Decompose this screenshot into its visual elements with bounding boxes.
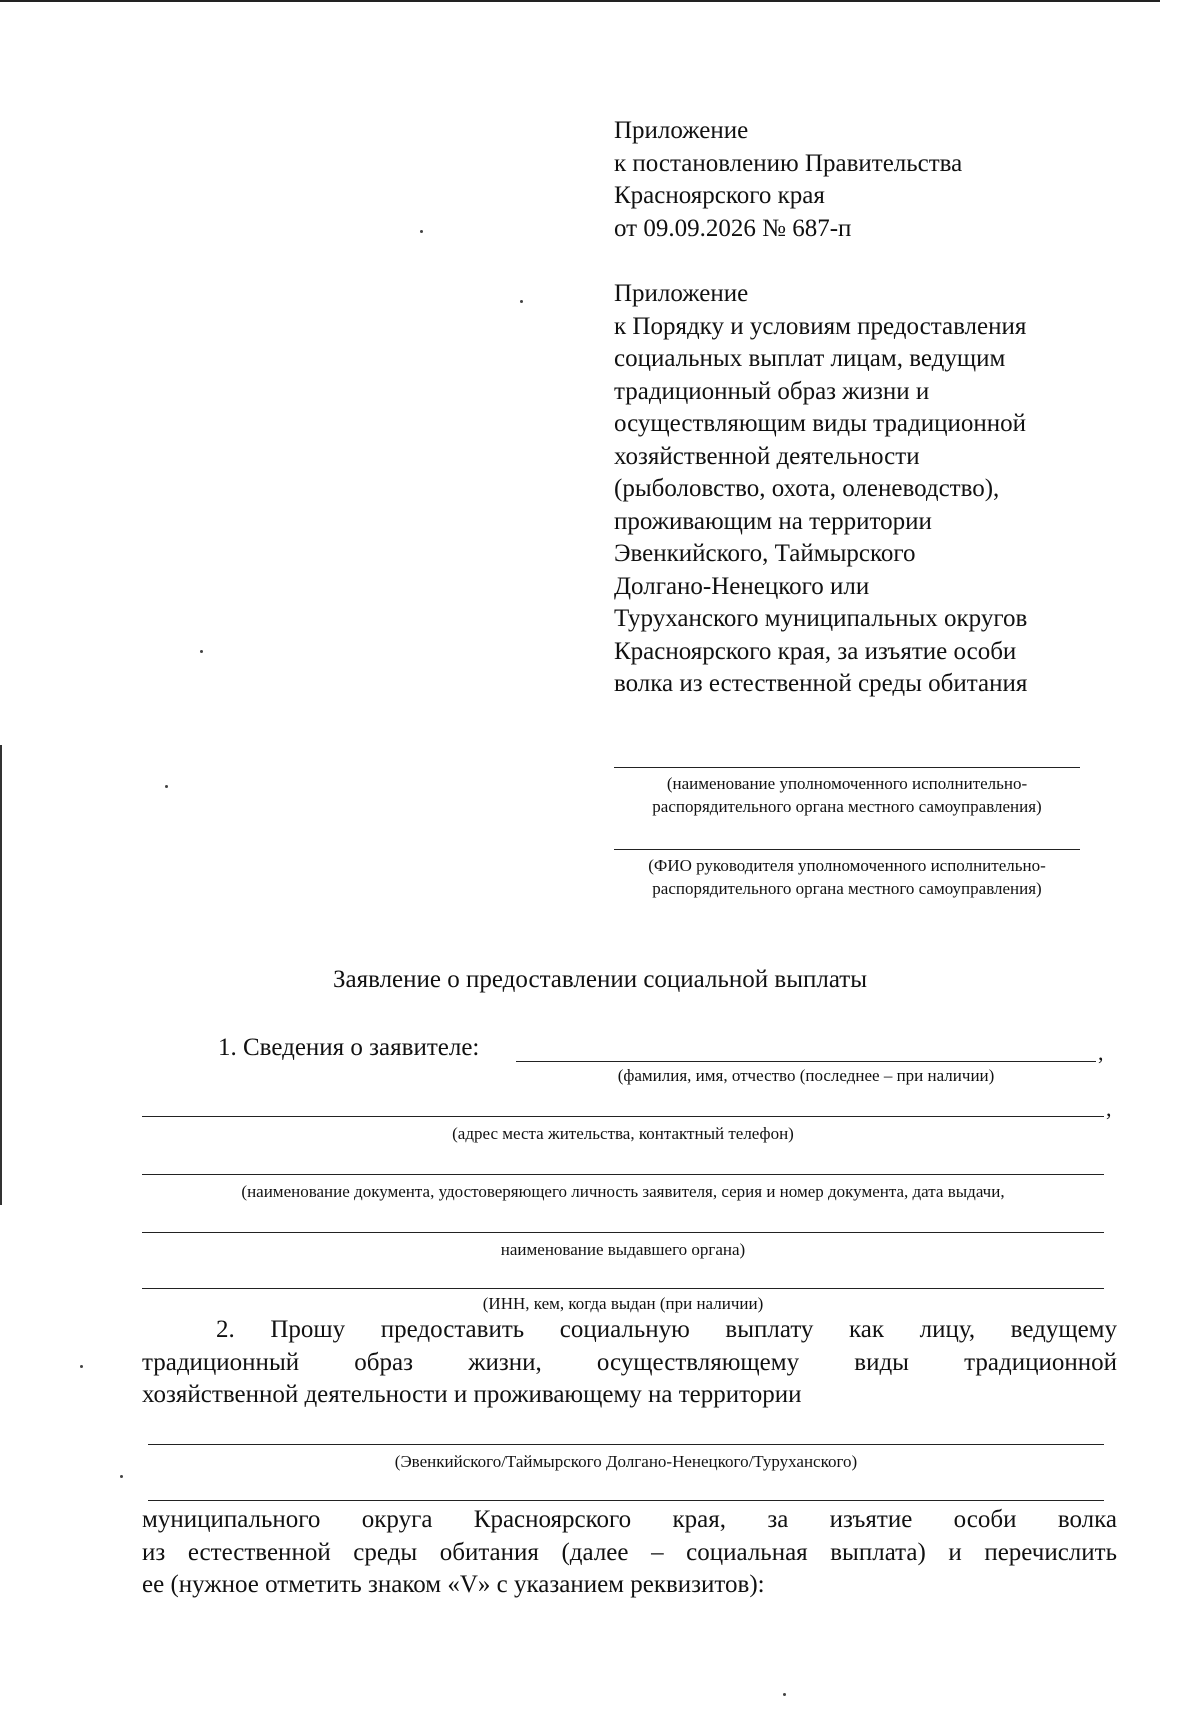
- caption-line: (ФИО руководителя уполномоченного исполнительно-: [648, 856, 1046, 875]
- scan-top-border: [0, 0, 1160, 2]
- address-caption: (адрес места жительства, контактный телефон): [452, 1124, 794, 1143]
- continuation-line: из естественной среды обитания (далее – социальная выплата) и перечислить: [142, 1538, 1117, 1566]
- issuer-field-line[interactable]: [142, 1232, 1104, 1233]
- appendix-line: социальных выплат лицам, ведущим: [614, 345, 1006, 372]
- territory-field-line-2[interactable]: [148, 1500, 1104, 1501]
- inn-field-line[interactable]: [142, 1288, 1104, 1289]
- appendix-line: Красноярского края, за изъятие особи: [614, 637, 1017, 665]
- comma: ,: [1106, 1096, 1112, 1121]
- request-paragraph: [142, 1314, 1117, 1412]
- appendix-line: Приложение: [614, 117, 749, 144]
- appendix-line: к Порядку и условиям предоставления: [614, 312, 1027, 340]
- request-line: хозяйственной деятельности и проживающему на территории: [142, 1381, 802, 1408]
- appendix-header-procedure: [614, 278, 1027, 701]
- scan-speck: [80, 1365, 83, 1368]
- appendix-line: Красноярского края: [614, 182, 825, 209]
- appendix-line: к постановлению Правительства: [614, 149, 963, 177]
- head-name-field-line[interactable]: [614, 849, 1080, 850]
- address-field-line[interactable]: [142, 1116, 1104, 1117]
- appendix-line: хозяйственной деятельности: [614, 442, 920, 470]
- appendix-line: Приложение: [614, 280, 749, 307]
- head-name-caption: [614, 854, 1080, 900]
- continuation-line: ее (нужное отметить знаком «V» с указанием реквизитов):: [142, 1571, 765, 1598]
- inn-caption: (ИНН, кем, когда выдан (при наличии): [482, 1294, 764, 1313]
- scan-speck: [200, 650, 203, 653]
- applicant-fio-field-line[interactable]: [516, 1061, 1096, 1062]
- appendix-line: Туруханского муниципальных округов: [614, 605, 1028, 632]
- scan-speck: [520, 300, 523, 303]
- caption-line: распорядительного органа местного самоуправления): [652, 879, 1042, 898]
- territory-caption: (Эвенкийского/Таймырского Долгано-Ненецкого/Туруханского): [394, 1452, 858, 1471]
- scan-speck: [120, 1475, 123, 1478]
- appendix-header-decree: [614, 115, 962, 245]
- appendix-line: от 09.09.2026 № 687-п: [614, 214, 852, 242]
- identity-document-field-line[interactable]: [142, 1174, 1104, 1175]
- identity-document-caption: (наименование документа, удостоверяющего личность заявителя, серия и номер документа, дата выдачи,: [241, 1182, 1005, 1201]
- appendix-line: осуществляющим виды традиционной: [614, 410, 1026, 437]
- continuation-line: муниципального округа Красноярского края, за изъятие особи волка: [142, 1506, 1117, 1533]
- applicant-info-label: 1. Сведения о заявителе:: [218, 1034, 480, 1061]
- caption-line: распорядительного органа местного самоуправления): [652, 797, 1042, 816]
- appendix-line: Долгано-Ненецкого или: [614, 572, 870, 600]
- scan-speck: [783, 1693, 786, 1696]
- organ-name-field-line[interactable]: [614, 767, 1080, 768]
- request-line: 2. Прошу предоставить социальную выплату как лицу, ведущему: [216, 1316, 1117, 1343]
- appendix-line: Эвенкийского, Таймырского: [614, 540, 916, 567]
- appendix-line: волка из естественной среды обитания: [614, 670, 1028, 697]
- organ-name-caption: [614, 772, 1080, 818]
- comma: ,: [1098, 1040, 1104, 1065]
- appendix-line: (рыболовство, охота, оленеводство),: [614, 475, 1000, 502]
- fio-caption: (фамилия, имя, отчество (последнее – при наличии): [617, 1066, 995, 1085]
- territory-field-line[interactable]: [148, 1444, 1104, 1445]
- appendix-line: проживающим на территории: [614, 507, 932, 535]
- continuation-paragraph: [142, 1504, 1117, 1602]
- document-title: Заявление о предоставлении социальной выплаты: [332, 966, 868, 993]
- request-line: традиционный образ жизни, осуществляющему виды традиционной: [142, 1348, 1117, 1376]
- appendix-line: традиционный образ жизни и: [614, 377, 930, 405]
- scan-speck: [420, 230, 423, 233]
- scan-speck: [165, 785, 168, 788]
- issuer-caption: наименование выдавшего органа): [500, 1240, 746, 1259]
- caption-line: (наименование уполномоченного исполнительно-: [666, 774, 1028, 793]
